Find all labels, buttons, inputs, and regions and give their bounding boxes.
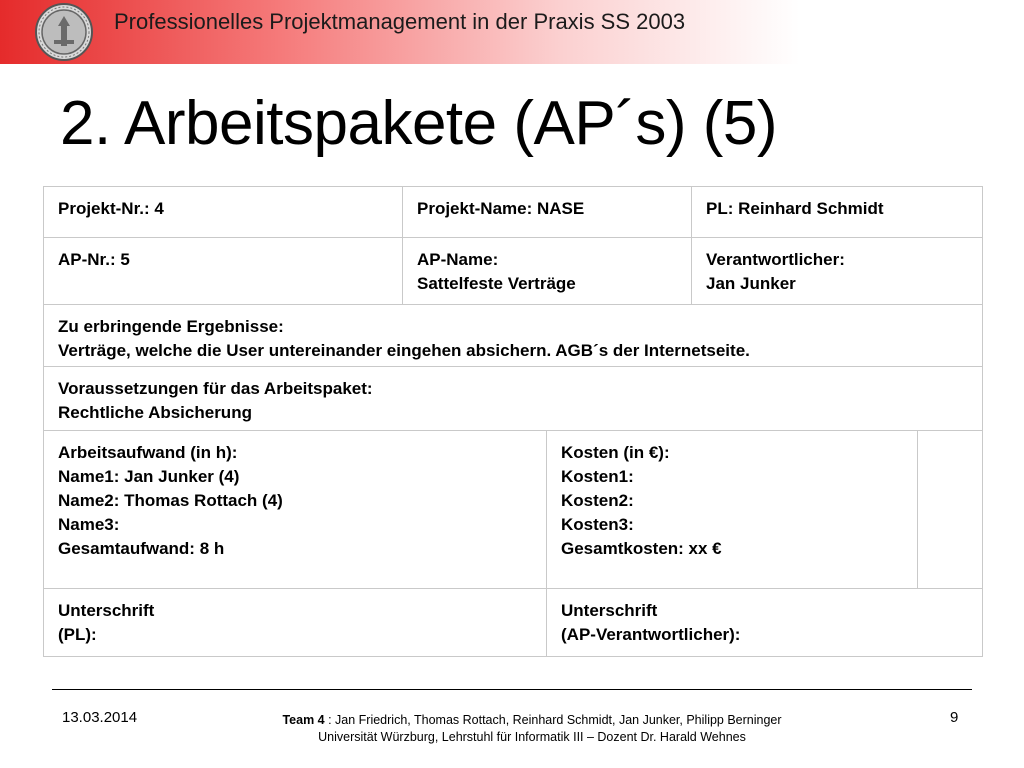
university-seal-icon <box>34 2 94 62</box>
ap-name-value: Sattelfeste Verträge <box>417 274 576 293</box>
projekt-nr: Projekt-Nr.: 4 <box>58 199 164 218</box>
unterschrift-pl-cell <box>44 589 547 657</box>
verantwortlicher-cell <box>692 238 983 305</box>
aufwand-line: Arbeitsaufwand (in h): <box>58 443 238 462</box>
voraussetzungen-cell <box>44 367 983 431</box>
kosten-line: Kosten3: <box>561 515 634 534</box>
ap-nr: AP-Nr.: 5 <box>58 250 130 269</box>
unterschrift-ap-role: (AP-Verantwortlicher): <box>561 625 741 644</box>
work-package-table <box>43 186 983 657</box>
ergebnisse-cell <box>44 305 983 367</box>
aufwand-line: Name1: Jan Junker (4) <box>58 467 240 486</box>
ap-name-cell <box>403 238 692 305</box>
kosten-cell <box>547 431 918 589</box>
page-number: 9 <box>950 709 959 726</box>
kosten-line: Kosten1: <box>561 467 634 486</box>
table-row <box>44 305 983 367</box>
aufwand-line: Name2: Thomas Rottach (4) <box>58 491 283 510</box>
table-row <box>44 589 983 657</box>
ergebnisse-label: Zu erbringende Ergebnisse: <box>58 317 284 336</box>
footer-date: 13.03.2014 <box>62 709 138 726</box>
table-row <box>44 431 983 589</box>
institution-line: Universität Würzburg, Lehrstuhl für Informatik III – Dozent Dr. Harald Wehnes <box>318 730 746 744</box>
footer-credit <box>232 712 832 746</box>
verantwortlicher-value: Jan Junker <box>706 274 796 293</box>
aufwand-cell <box>44 431 547 589</box>
table-row <box>44 187 983 238</box>
ergebnisse-value: Verträge, welche die User untereinander eingehen absichern. AGB´s der Internetseite. <box>58 341 750 360</box>
course-title: Professionelles Projektmanagement in der Praxis SS 2003 <box>114 9 686 34</box>
kosten-line: Kosten (in €): <box>561 443 670 462</box>
team-label: Team 4 <box>282 713 325 727</box>
team-line <box>232 712 832 729</box>
ap-nr-cell <box>44 238 403 305</box>
aufwand-line: Name3: <box>58 515 120 534</box>
aufwand-line: Gesamtaufwand: 8 h <box>58 539 225 558</box>
unterschrift-pl-role: (PL): <box>58 625 97 644</box>
kosten-line: Kosten2: <box>561 491 634 510</box>
verantwortlicher-label: Verantwortlicher: <box>706 250 845 269</box>
kosten-line: Gesamtkosten: xx € <box>561 539 722 558</box>
unterschrift-ap-label: Unterschrift <box>561 601 658 620</box>
unterschrift-ap-cell <box>547 589 983 657</box>
team-members: : Jan Friedrich, Thomas Rottach, Reinhard Schmidt, Jan Junker, Philipp Berninger <box>324 713 782 727</box>
ap-name-label: AP-Name: <box>417 250 499 269</box>
footer-divider <box>52 689 972 690</box>
projekt-name: Projekt-Name: NASE <box>417 199 585 218</box>
empty-cell <box>918 431 983 589</box>
projekt-nr-cell <box>44 187 403 238</box>
voraussetzungen-label: Voraussetzungen für das Arbeitspaket: <box>58 379 373 398</box>
unterschrift-pl-label: Unterschrift <box>58 601 155 620</box>
pl-cell <box>692 187 983 238</box>
projektleiter: PL: Reinhard Schmidt <box>706 199 884 218</box>
table-row <box>44 238 983 305</box>
voraussetzungen-value: Rechtliche Absicherung <box>58 403 252 422</box>
table-row <box>44 367 983 431</box>
slide-title: 2. Arbeitspakete (AP´s) (5) <box>60 89 777 158</box>
projekt-name-cell <box>403 187 692 238</box>
